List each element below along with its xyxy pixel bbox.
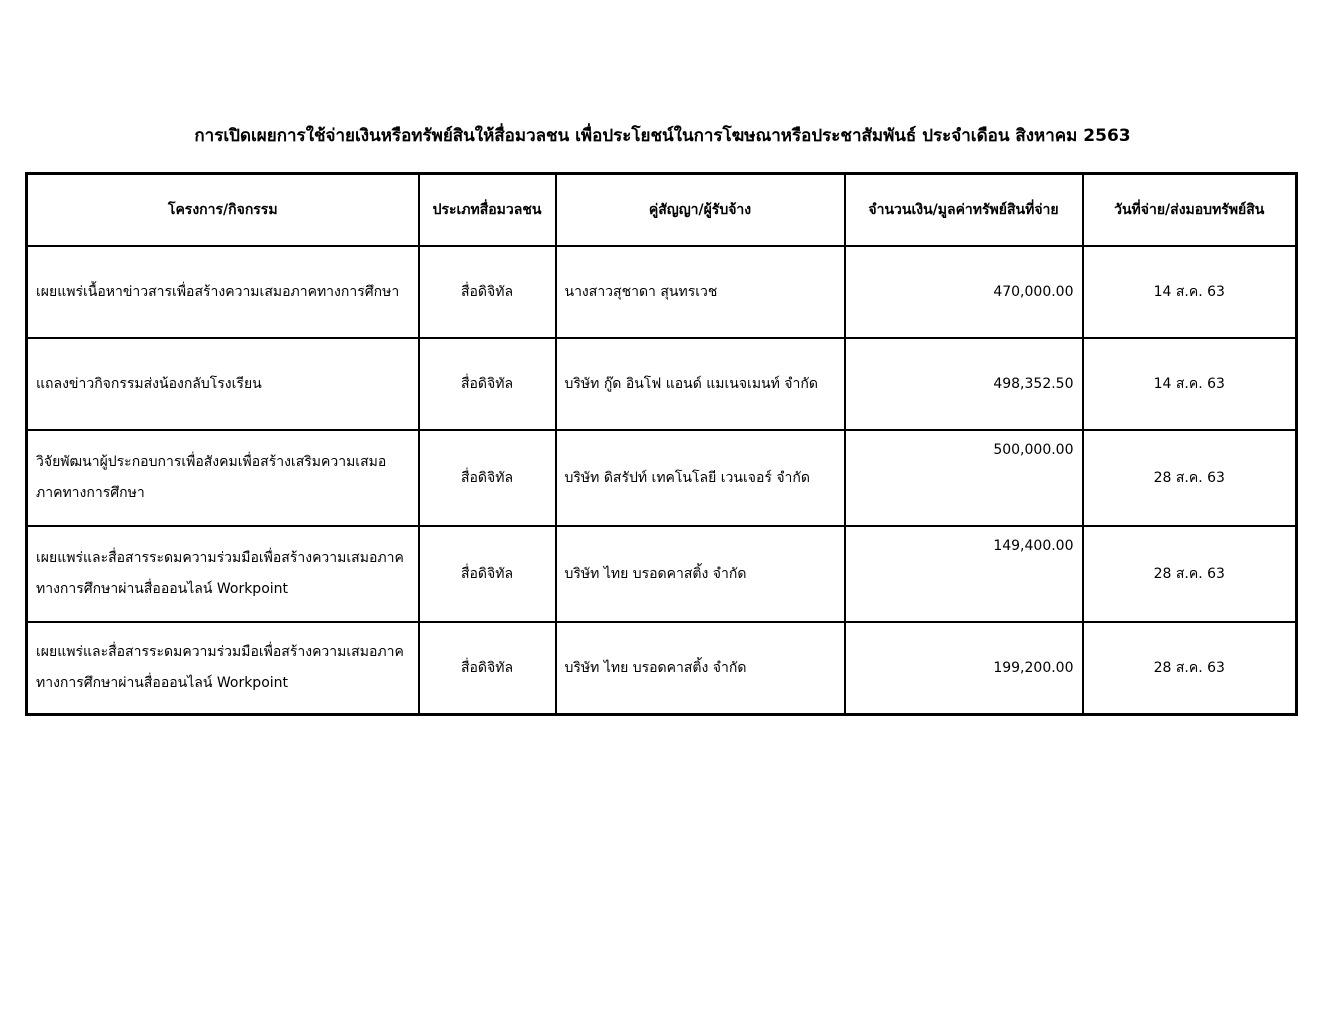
header-amount: จำนวนเงิน/มูลค่าทรัพย์สินที่จ่าย — [845, 174, 1083, 247]
document-title: การเปิดเผยการใช้จ่ายเงินหรือทรัพย์สินให้สื่อมวลชน เพื่อประโยชน์ในการโฆษณาหรือประชาสัมพันธ์ ประจำเดือน สิงหาคม 2563 — [194, 126, 1131, 146]
cell-media-type: สื่อดิจิทัล — [419, 622, 556, 715]
cell-amount: 149,400.00 — [845, 526, 1083, 622]
cell-media-type: สื่อดิจิทัล — [419, 246, 556, 338]
cell-date: 14 ส.ค. 63 — [1083, 338, 1297, 430]
cell-contractor: บริษัท ไทย บรอดคาสติ้ง จำกัด — [556, 622, 845, 715]
table-row — [27, 526, 1297, 622]
cell-project: เผยแพร่และสื่อสารระดมความร่วมมือเพื่อสร้างความเสมอภาคทางการศึกษาผ่านสื่อออนไลน์ Workpoint — [27, 526, 419, 622]
table-header-row — [27, 174, 1297, 247]
cell-contractor: บริษัท ดิสรัปท์ เทคโนโลยี เวนเจอร์ จำกัด — [556, 430, 845, 526]
cell-date: 28 ส.ค. 63 — [1083, 622, 1297, 715]
cell-media-type: สื่อดิจิทัล — [419, 430, 556, 526]
disbursement-table — [25, 172, 1298, 716]
cell-amount: 500,000.00 — [845, 430, 1083, 526]
header-project: โครงการ/กิจกรรม — [27, 174, 419, 247]
cell-project: เผยแพร่เนื้อหาข่าวสารเพื่อสร้างความเสมอภาคทางการศึกษา — [27, 246, 419, 338]
cell-date: 28 ส.ค. 63 — [1083, 430, 1297, 526]
header-media-type: ประเภทสื่อมวลชน — [419, 174, 556, 247]
cell-media-type: สื่อดิจิทัล — [419, 338, 556, 430]
header-date: วันที่จ่าย/ส่งมอบทรัพย์สิน — [1083, 174, 1297, 247]
table-row — [27, 430, 1297, 526]
table-row — [27, 622, 1297, 715]
cell-contractor: บริษัท กู๊ด อินโฟ แอนด์ แมเนจเมนท์ จำกัด — [556, 338, 845, 430]
cell-date: 28 ส.ค. 63 — [1083, 526, 1297, 622]
cell-amount: 498,352.50 — [845, 338, 1083, 430]
table-row — [27, 246, 1297, 338]
table-row — [27, 338, 1297, 430]
cell-amount: 470,000.00 — [845, 246, 1083, 338]
cell-date: 14 ส.ค. 63 — [1083, 246, 1297, 338]
header-contractor: คู่สัญญา/ผู้รับจ้าง — [556, 174, 845, 247]
cell-project: แถลงข่าวกิจกรรมส่งน้องกลับโรงเรียน — [27, 338, 419, 430]
cell-contractor: นางสาวสุชาดา สุนทรเวช — [556, 246, 845, 338]
cell-project: วิจัยพัฒนาผู้ประกอบการเพื่อสังคมเพื่อสร้างเสริมความเสมอภาคทางการศึกษา — [27, 430, 419, 526]
cell-project: เผยแพร่และสื่อสารระดมความร่วมมือเพื่อสร้างความเสมอภาคทางการศึกษาผ่านสื่อออนไลน์ Workpoint — [27, 622, 419, 715]
cell-amount: 199,200.00 — [845, 622, 1083, 715]
cell-contractor: บริษัท ไทย บรอดคาสติ้ง จำกัด — [556, 526, 845, 622]
cell-media-type: สื่อดิจิทัล — [419, 526, 556, 622]
